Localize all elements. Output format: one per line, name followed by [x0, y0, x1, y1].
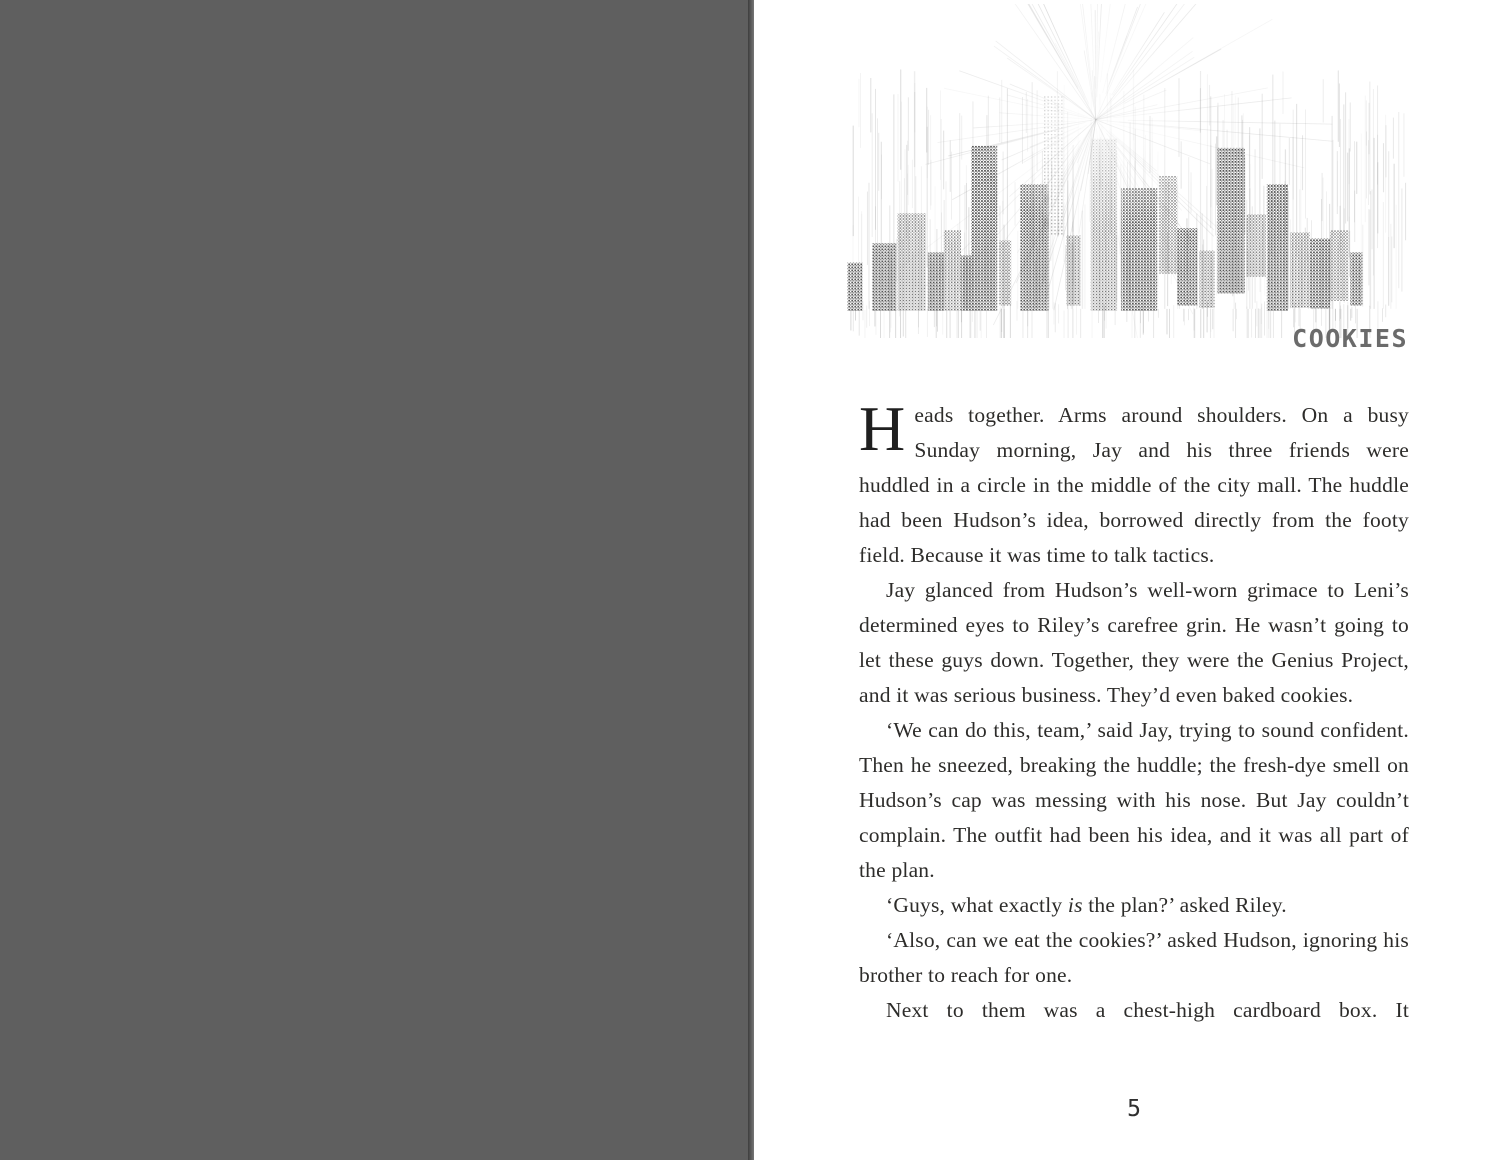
paragraph: [859, 888, 1409, 923]
skyline-building: [1290, 232, 1310, 307]
paragraph: [859, 573, 1409, 713]
paragraph: [859, 923, 1409, 993]
skyline-building: [1218, 148, 1245, 294]
skyline-building: [847, 263, 862, 311]
skyline-building: [999, 240, 1011, 305]
paragraph: [859, 713, 1409, 888]
book-page: [754, 0, 1500, 1160]
skyline-building: [872, 243, 896, 310]
drop-cap: H: [859, 393, 906, 464]
body-text: [859, 393, 1409, 1028]
italic-text: is: [1067, 893, 1083, 917]
text-segment: ‘Guys, what exactly: [886, 893, 1068, 917]
skyline-building: [1330, 230, 1348, 300]
chapter-title: COOKIES: [1292, 324, 1408, 353]
paragraph: [859, 393, 1409, 573]
skyline-building: [928, 252, 944, 310]
skyline-building: [1267, 184, 1288, 311]
text-segment: ‘Also, can we eat the cookies?’ asked Hudson, ignoring his brother to reach for one.: [859, 928, 1409, 987]
skyline-building: [944, 230, 961, 310]
cover-spine: [0, 0, 748, 1160]
text-segment: eads together. Arms around shoulders. On a busy Sunday morning, Jay and his three friends were huddled in a circle in the middle of the city mall. The huddle had been Hudson’s idea, borrowed directly from the footy field. Because it was time to talk tactics.: [859, 403, 1409, 567]
text-segment: ‘We can do this, team,’ said Jay, trying to sound confident. Then he sneezed, breaking the huddle; the fresh-dye smell on Hudson’s cap was messing with his nose. But Jay couldn’t complain. The outfit had been his idea, and it was all part of the plan.: [859, 718, 1409, 882]
text-segment: the plan?’ asked Riley.: [1082, 893, 1287, 917]
page-number: 5: [1127, 1096, 1141, 1122]
city-skyline-svg: [842, 4, 1416, 338]
paragraph: [859, 993, 1409, 1028]
city-skyline-illustration: [842, 4, 1416, 338]
text-segment: Next to them was a chest-high cardboard box. It: [886, 998, 1409, 1022]
text-segment: Jay glanced from Hudson’s well-worn grimace to Leni’s determined eyes to Riley’s carefree grin. He wasn’t going to let these guys down. Together, they were the Genius Project, and it was serious business. They’d even baked cookies.: [859, 578, 1409, 707]
